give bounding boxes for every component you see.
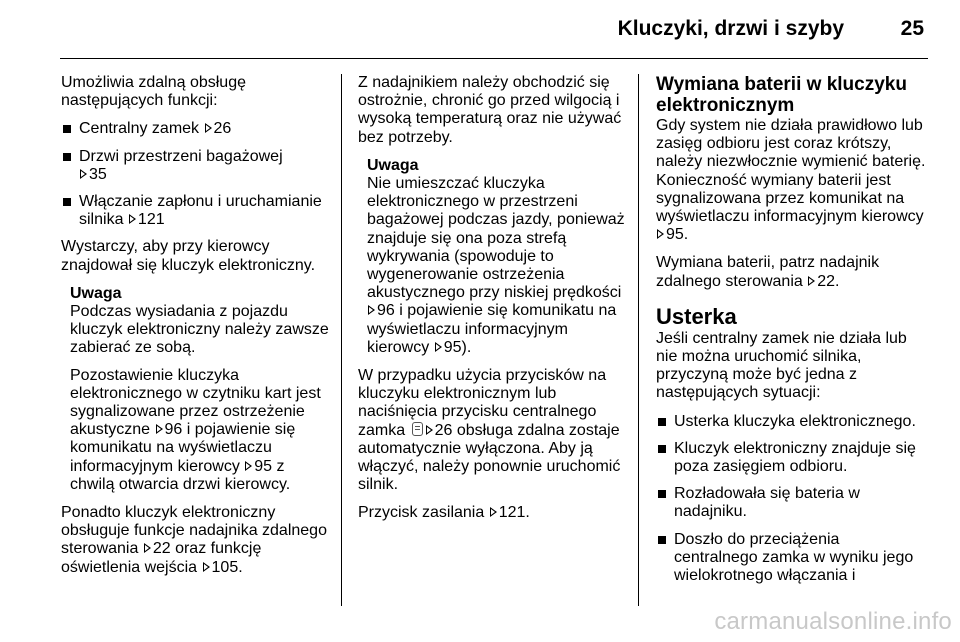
page-ref-arrow-icon <box>808 276 815 286</box>
note-box <box>70 285 331 494</box>
page-ref-arrow-icon <box>144 543 151 553</box>
page-ref-arrow-icon <box>203 562 210 572</box>
paragraph: Z nadajnikiem należy obchodzić się ostrożnie, chronić go przed wilgocią i wysoką temperaturą oraz nie używać bez potrzeby. <box>358 74 622 146</box>
note-paragraph: Podczas wysiadania z pojazdu kluczyk elektroniczny należy zawsze zabierać ze sobą. <box>70 303 329 357</box>
page-ref-arrow-icon <box>245 461 252 471</box>
page-ref[interactable]: 95 <box>254 457 273 475</box>
page-ref-arrow-icon <box>490 507 497 517</box>
list-item: Centralny zamek 26 <box>61 120 331 138</box>
paragraph: Gdy system nie działa prawidłowo lub zasięg odbioru jest coraz krótszy, należy niezwłocznie wymienić baterię. Konieczność wymiany baterii jest sygnalizowana przez komunikat na wyświetlaczu informacyjnym kierowcy 95. <box>656 117 926 244</box>
page-ref[interactable]: 95. <box>666 226 689 244</box>
list-item: Kluczyk elektroniczny znajduje się poza zasięgiem odbioru. <box>656 440 926 476</box>
page-ref[interactable]: 22. <box>817 272 840 290</box>
note-paragraph: Pozostawienie kluczyka elektronicznego w czytniku kart jest sygnalizowane przez ostrzeżenie akustyczne 96 i pojawienie się komunikatu na wyświetlaczu informacyjnym kierowcy 95 z chwilą otwarcia drzwi kierowcy. <box>70 366 321 493</box>
page-ref-arrow-icon <box>368 305 375 315</box>
paragraph: Wystarczy, aby przy kierowcy znajdował się kluczyk elektroniczny. <box>61 238 316 274</box>
page-ref[interactable]: 22 <box>152 540 171 558</box>
page-ref[interactable]: 26 <box>434 421 453 439</box>
page-ref-arrow-icon <box>156 424 163 434</box>
page-ref[interactable]: 96 <box>164 421 183 439</box>
list-item: Rozładowała się bateria w nadajniku. <box>656 485 926 521</box>
paragraph: Jeśli centralny zamek nie działa lub nie można uruchomić silnika, przyczyną może być jedna z następujących sytuacji: <box>656 329 907 402</box>
page-ref-arrow-icon <box>657 229 664 239</box>
page-ref[interactable]: 121. <box>498 504 530 522</box>
note-title: Uwaga <box>367 156 419 174</box>
key-lock-icon <box>412 422 423 436</box>
page-ref[interactable]: 26 <box>213 120 232 138</box>
page-ref[interactable]: 96 <box>377 302 395 320</box>
page-ref-arrow-icon <box>80 169 87 179</box>
page-ref-arrow-icon <box>129 214 136 224</box>
note-paragraph: Nie umieszczać kluczyka elektronicznego w przestrzeni bagażowej podczas jazdy, ponieważ znajduje się ona poza strefą wykrywania (spowoduje to wygenerowanie ostrzeżenia akustycznego przy niskiej prędkości 96 i pojawienie się komunikatu na wyświetlaczu informacyjnym kierowcy 95). <box>367 175 625 356</box>
column-1 <box>61 74 331 587</box>
list-item: Drzwi przestrzeni bagażowej 35 <box>61 148 331 184</box>
column-divider <box>341 74 342 606</box>
page-ref[interactable]: 121 <box>137 211 165 229</box>
column-3 <box>656 74 926 594</box>
column-divider <box>638 74 639 606</box>
page-ref[interactable]: 35 <box>89 165 107 183</box>
paragraph: W przypadku użycia przycisków na kluczyku elektronicznym lub naciśnięcia przycisku centralnego zamka 26 obsługa zdalna zostaje automatycznie wyłączona. Aby ją włączyć, należy ponownie uruchomić silnik. <box>358 367 621 494</box>
watermark: carmanualsonline.info <box>714 608 952 635</box>
section-heading: Usterka <box>656 303 737 329</box>
page-ref[interactable]: 105. <box>211 558 243 576</box>
section-heading: Wymiana baterii w kluczyku elektronicznym <box>656 74 907 116</box>
note-box <box>367 157 628 357</box>
column-2 <box>358 74 628 533</box>
intro-paragraph: Umożliwia zdalną obsługę następujących funkcji: <box>61 74 246 110</box>
page-ref-arrow-icon <box>435 342 442 352</box>
page-ref-arrow-icon <box>205 123 212 133</box>
list-item: Usterka kluczyka elektronicznego. <box>656 413 926 431</box>
page-ref-arrow-icon <box>426 425 433 435</box>
page-ref[interactable]: 95). <box>443 338 472 356</box>
list-item: Doszło do przeciążenia centralnego zamka w wyniku jego wielokrotnego włączania i <box>656 531 926 586</box>
paragraph: Przycisk zasilania 121. <box>358 504 530 522</box>
note-title: Uwaga <box>70 284 122 302</box>
paragraph: Wymiana baterii, patrz nadajnik zdalnego sterowania 22. <box>656 254 880 290</box>
page-header <box>60 0 928 59</box>
list-item: Włączanie zapłonu i uruchamianie silnika 121 <box>61 193 331 229</box>
paragraph: Ponadto kluczyk elektroniczny obsługuje funkcje nadajnika zdalnego sterowania 22 oraz funkcję oświetlenia wejścia 105. <box>61 504 327 576</box>
page-number: 25 <box>900 17 924 40</box>
page-title: Kluczyki, drzwi i szyby <box>617 17 844 40</box>
